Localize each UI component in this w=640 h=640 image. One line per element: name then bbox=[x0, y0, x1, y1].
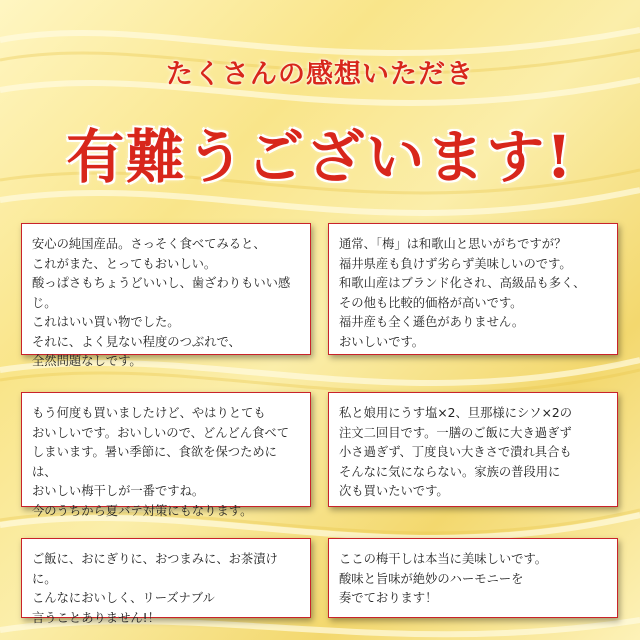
review-card bbox=[328, 538, 618, 618]
review-text: ご飯に、おにぎりに、おつまみに、お茶漬けに。 こんなにおいしく、リーズナブル 言うことありません!！ bbox=[32, 552, 278, 625]
review-card bbox=[328, 392, 618, 507]
review-card bbox=[21, 392, 311, 518]
subtitle: たくさんの感想いただき bbox=[166, 59, 474, 90]
review-card bbox=[21, 538, 311, 625]
review-card bbox=[21, 223, 311, 368]
review-card bbox=[328, 223, 618, 355]
review-text: 通常、「梅」は和歌山と思いがちですが？ 福井県産も負けず劣らず美味しいのです。 和歌山産はブランド化され、高級品も多く、 その他も比較的価格が高いです。 福井産も全く遜色がありません。 おいしいです。 bbox=[339, 237, 586, 349]
review-text: 安心の純国産品。さっそく食べてみると、 これがまた、とってもおいしい。 酸っぱさもちょうどいいし、歯ざわりもいい感じ。 これはいい買い物でした。 それに、よく見ない程度のつぶれで、 全然問題なしです。 bbox=[32, 237, 291, 368]
review-text: もう何度も買いましたけど、やはりとても おいしいです。おいしいので、どんどん食べて しまいます。暑い季節に、食欲を保つためには、 おいしい梅干しが一番ですね。 今のうちから夏バテ対策にもなります。 bbox=[32, 406, 290, 518]
page-title: 有難うございます! bbox=[66, 123, 574, 191]
review-text: ここの梅干しは本当に美味しいです。 酸味と旨味が絶妙のハーモニーを 奏でております！ bbox=[339, 552, 548, 605]
review-text: 私と娘用にうす塩×2、旦那様にシソ×2の 注文二回目です。一膳のご飯に大き過ぎず 小さ過ぎず、丁度良い大きさで潰れ具合も そんなに気にならない。家族の普段用に 次も買いたいです。 bbox=[339, 406, 573, 498]
